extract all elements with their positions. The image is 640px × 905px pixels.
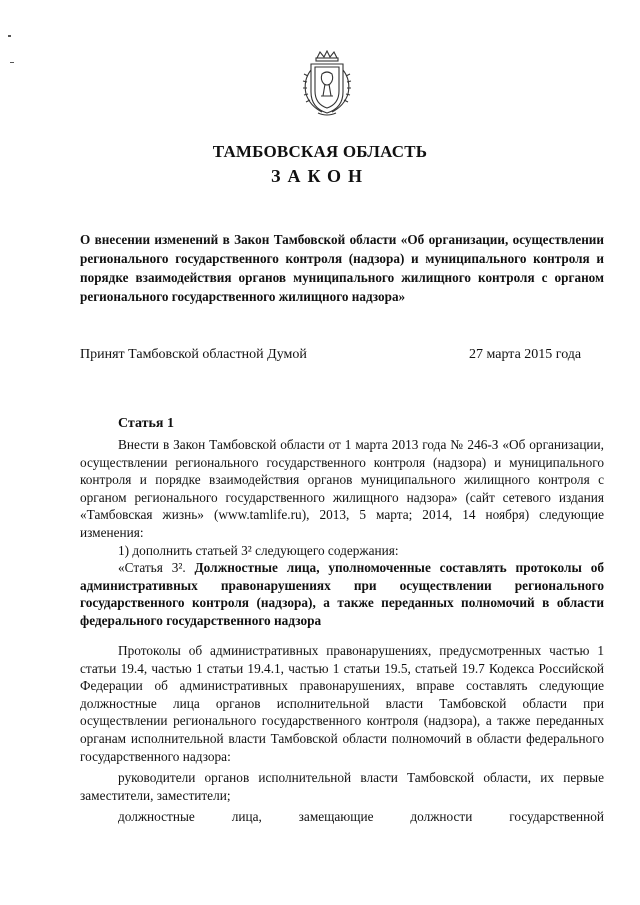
adoption-body: Принят Тамбовской областной Думой [80,347,307,362]
coat-of-arms-icon [300,50,354,118]
paragraph: должностные лица, замещающие должности государственной [118,809,604,825]
new-article-heading [80,559,604,629]
law-title: О внесении изменений в Закон Тамбовской области «Об организации, осуществлении регионального государственного контроля (надзора) и муниципального контроля и порядке взаимодействия органов муниципального жилищного контроля с органом регионального государственного жилищного надзора» [80,232,604,304]
new-article-title: Должностные лица, уполномоченные составлять протоколы об административных правонарушениях при осуществлении регионального государственного контроля (надзора), а также переданных полномочий в области федерального государственного надзора [80,560,604,628]
adoption-date: 27 марта 2015 года [469,347,582,362]
scan-mark [10,62,14,63]
article-body [80,436,604,630]
new-article-prefix: «Статья 3². [118,560,186,576]
amendment-item: 1) дополнить статьей 3² следующего содержания: [118,542,399,558]
article-intro: Внести в Закон Тамбовской области от 1 марта 2013 года № 246-З «Об организации, осуществлении регионального государственного контроля (надзора) и муниципального контроля и порядке взаимодействия органов муниципального жилищного контроля с органом регионального государственного жилищного надзора» (сайт сетевого издания «Тамбовская жизнь» (www.tamlife.ru), 2013, 5 марта; 2014, 14 ноября) следующие изменения: [80,437,604,540]
paragraph: Протоколы об административных правонарушениях, предусмотренных частью 1 статьи 19.4, частью 1 статьи 19.4.1, частью 1 статьи 19.5, статьей 19.7 Кодекса Российской Федерации об административных правонарушениях, вправе составлять следующие должностные лица органов исполнительной власти Тамбовской области при осуществлении регионального государственного контроля (надзора), а также переданных органам исполнительной власти Тамбовской области полномочий в области федерального государственного надзора: [80,643,604,764]
paragraph: руководители органов исполнительной власти Тамбовской области, их первые заместители, заместители; [80,770,604,803]
new-article-body [80,642,604,826]
scan-mark [8,35,11,37]
region-heading: ТАМБОВСКАЯ ОБЛАСТЬ [212,142,428,161]
article-heading: Статья 1 [118,416,174,431]
document-type-heading: ЗАКОН [270,166,370,186]
